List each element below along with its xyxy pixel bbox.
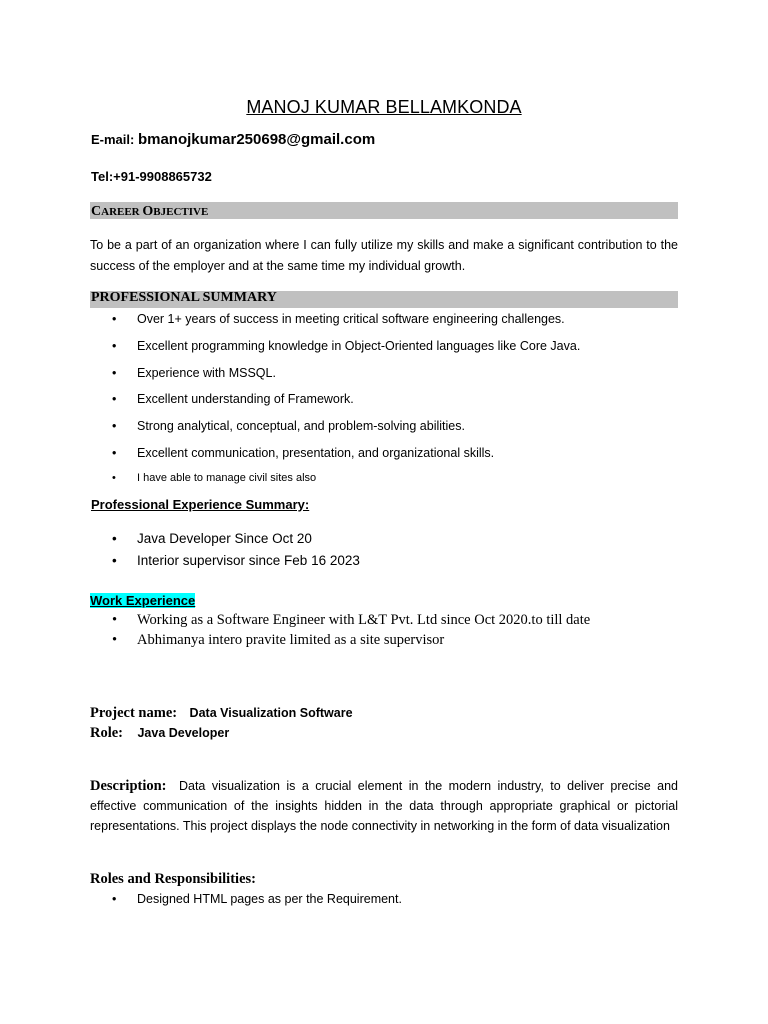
bullet-icon: • (112, 312, 117, 326)
bullet-icon: • (112, 446, 117, 460)
heading-initial-o: O (142, 204, 154, 219)
career-objective-text: To be a part of an organization where I can fully utilize my skills and make a significant contribution to the success of the employer and at the same time my individual growth. (90, 238, 678, 273)
bullet-icon: • (112, 366, 117, 380)
heading-part-bjective: BJECTIVE (153, 206, 209, 218)
bullet-icon: • (112, 632, 118, 648)
list-item-text: I have able to manage civil sites also (137, 472, 317, 484)
phone-line: Tel:+91-9908865732 (91, 169, 212, 184)
bullet-icon: • (112, 472, 116, 484)
email-line (91, 131, 375, 148)
email-label: E-mail: (91, 132, 135, 147)
experience-summary-heading: Professional Experience Summary: (91, 497, 310, 512)
list-item-text: Excellent programming knowledge in Object-Oriented languages like Core Java. (137, 339, 581, 353)
list-item-text: Excellent understanding of Framework. (137, 392, 354, 406)
roles-heading: Roles and Responsibilities: (90, 871, 256, 887)
list-item-text: Abhimanya intero pravite limited as a site supervisor (137, 632, 445, 648)
candidate-name: MANOJ KUMAR BELLAMKONDA (246, 97, 522, 117)
description-label: Description: (90, 778, 167, 794)
list-item-text: Experience with MSSQL. (137, 366, 276, 380)
heading-part-areer: AREER (101, 206, 143, 218)
list-item-text: Excellent communication, presentation, and organizational skills. (137, 446, 495, 460)
bullet-icon: • (112, 339, 117, 353)
project-role-line (90, 724, 229, 742)
list-item-text: Working as a Software Engineer with L&T Pvt. Ltd since Oct 2020.to till date (137, 612, 591, 628)
professional-summary-heading: PROFESSIONAL SUMMARY (91, 290, 277, 305)
bullet-icon: • (112, 892, 117, 906)
bullet-icon: • (112, 553, 117, 568)
list-item-text: Java Developer Since Oct 20 (137, 531, 312, 546)
heading-initial-c: C (91, 204, 102, 219)
project-name-label: Project name: (90, 705, 178, 721)
career-objective-heading (91, 202, 208, 220)
work-experience-heading (90, 593, 195, 608)
bullet-icon: • (112, 612, 118, 628)
description-text: Data visualization is a crucial element in the modern industry, to deliver precise and effective communication of the insights hidden in the data through appropriate graphical or pictorial representations. This project displays the node connectivity in networking in the form of data visualization (90, 779, 678, 833)
list-item-text: Interior supervisor since Feb 16 2023 (137, 553, 360, 568)
bullet-icon: • (112, 531, 117, 546)
project-name-line (90, 704, 353, 722)
project-description (90, 776, 678, 836)
list-item-text: Over 1+ years of success in meeting critical software engineering challenges. (137, 312, 565, 326)
project-name-value: Data Visualization Software (189, 706, 353, 720)
list-item-text: Designed HTML pages as per the Requirement. (137, 892, 402, 906)
project-role-label: Role: (90, 725, 124, 741)
project-role-value: Java Developer (137, 726, 230, 740)
bullet-icon: • (112, 419, 117, 433)
email-address: bmanojkumar250698@gmail.com (137, 131, 376, 148)
list-item-text: Strong analytical, conceptual, and problem-solving abilities. (137, 419, 465, 433)
work-experience-highlight: Work Experience (90, 593, 196, 608)
bullet-icon: • (112, 392, 117, 406)
